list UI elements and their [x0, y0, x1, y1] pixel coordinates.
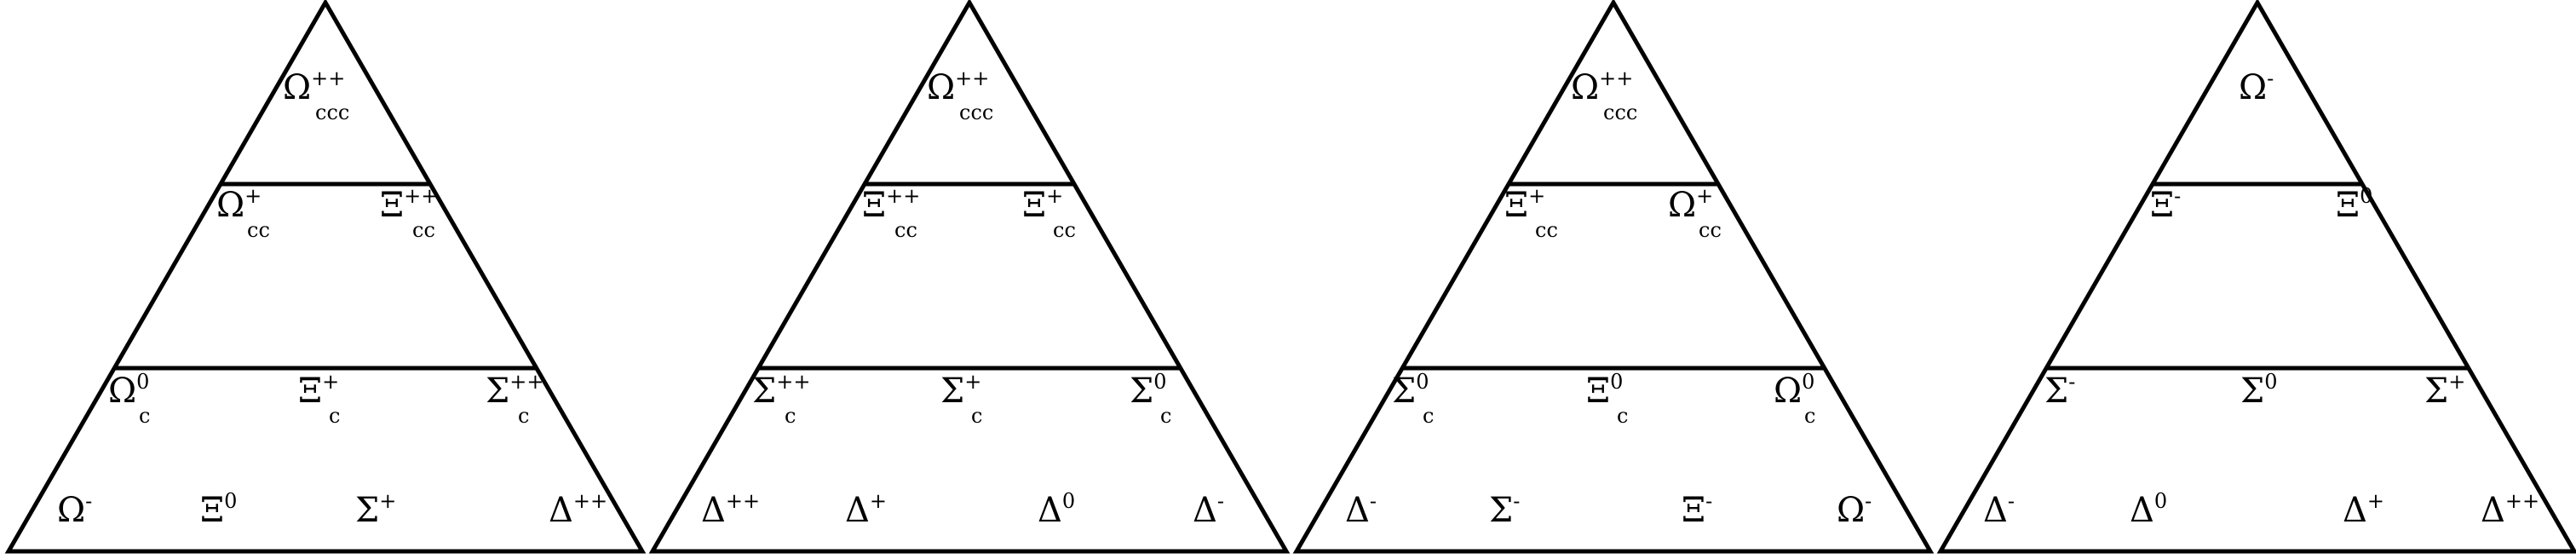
particle-label	[701, 489, 760, 530]
particle-label	[1489, 489, 1520, 530]
charge-superscript: 0	[2264, 370, 2278, 394]
particle-label	[2343, 489, 2384, 530]
charge-superscript: -	[2267, 66, 2274, 90]
charge-superscript: +	[869, 489, 887, 513]
particle-symbol: Ω	[283, 68, 312, 107]
particle-label	[2130, 489, 2167, 530]
charm-subscript: cc	[1053, 218, 1076, 242]
particle-symbol: Ξ	[1022, 186, 1047, 225]
particle-symbol: Σ	[752, 372, 777, 411]
particle-symbol: Ξ	[380, 186, 405, 225]
particle-symbol: Ω	[1774, 372, 1803, 411]
charge-superscript: ++	[572, 489, 608, 513]
particle-symbol: Σ	[1392, 372, 1417, 411]
particle-label	[2239, 66, 2274, 107]
charm-subscript: c	[1423, 404, 1435, 428]
particle-symbol: Ω	[927, 68, 956, 107]
particle-symbol: Δ	[2130, 491, 2154, 530]
charge-superscript: 0	[1153, 370, 1167, 394]
particle-label	[1345, 489, 1377, 530]
particle-label	[549, 489, 607, 530]
particle-symbol: Ω	[1668, 186, 1697, 225]
charge-superscript: -	[1865, 489, 1872, 513]
particle-symbol: Δ	[701, 491, 726, 530]
charm-subscript: c	[1617, 404, 1629, 428]
charge-superscript: ++	[886, 184, 921, 208]
charm-subscript: c	[1160, 404, 1172, 428]
particle-symbol: Δ	[1193, 491, 1217, 530]
charge-superscript: ++	[955, 66, 990, 90]
charm-subscript: cc	[894, 218, 917, 242]
particle-label	[2150, 184, 2181, 225]
particle-symbol: Δ	[1983, 491, 2008, 530]
charge-superscript: -	[1705, 489, 1713, 513]
charm-subscript: ccc	[315, 101, 350, 124]
particle-label	[1983, 489, 2015, 530]
particle-label	[2044, 370, 2075, 411]
charm-subscript: cc	[247, 218, 270, 242]
particle-symbol: Σ	[1130, 372, 1154, 411]
particle-symbol: Δ	[845, 491, 870, 530]
charge-superscript: ++	[725, 489, 761, 513]
charge-superscript: +	[964, 370, 982, 394]
charge-superscript: 0	[1416, 370, 1429, 394]
charge-superscript: ++	[404, 184, 439, 208]
charge-superscript: +	[379, 489, 397, 513]
charge-superscript: 0	[1802, 370, 1815, 394]
particle-symbol: Ω	[216, 186, 245, 225]
particle-label	[2240, 370, 2278, 411]
particle-symbol: Δ	[2343, 491, 2367, 530]
charm-subscript: c	[1804, 404, 1816, 428]
particle-label	[1038, 489, 1075, 530]
particle-label	[752, 370, 811, 411]
charge-superscript: +	[2366, 489, 2384, 513]
charge-superscript: 0	[1610, 370, 1624, 394]
triangle-1	[9, 3, 642, 551]
particle-label	[1682, 489, 1712, 530]
particle-label	[1193, 489, 1224, 530]
particle-symbol: Ξ	[2336, 186, 2360, 225]
charge-superscript: +	[1528, 184, 1546, 208]
particle-label	[845, 489, 887, 530]
particle-symbol: Ω	[2239, 68, 2268, 107]
charm-subscript: cc	[1535, 218, 1558, 242]
charm-subscript: c	[971, 404, 983, 428]
particle-label	[57, 489, 92, 530]
charge-superscript: 0	[1061, 489, 1076, 513]
triangle-2	[653, 3, 1286, 551]
charge-superscript: +	[1696, 184, 1714, 208]
particle-symbol: Ω	[57, 491, 86, 530]
charge-superscript: -	[1216, 489, 1224, 513]
charm-subscript: c	[518, 404, 530, 428]
charm-subscript: ccc	[1603, 101, 1638, 124]
particle-symbol: Σ	[1489, 491, 1514, 530]
particle-label	[2336, 184, 2372, 225]
particle-symbol: Δ	[1038, 491, 1062, 530]
particle-symbol: Ξ	[862, 186, 887, 225]
charm-subscript: c	[139, 404, 151, 428]
charm-subscript: ccc	[959, 101, 994, 124]
particle-symbol: Δ	[2481, 491, 2505, 530]
particle-symbol: Ξ	[200, 491, 225, 530]
charge-superscript: -	[2068, 370, 2076, 394]
particle-symbol: Σ	[2240, 372, 2265, 411]
charm-subscript: cc	[1699, 218, 1722, 242]
particle-symbol: Δ	[1345, 491, 1370, 530]
triangle-3	[1297, 3, 1930, 551]
charge-superscript: -	[85, 489, 93, 513]
particle-symbol: Ξ	[1682, 491, 1706, 530]
charge-superscript: ++	[776, 370, 811, 394]
particle-symbol: Σ	[2424, 372, 2449, 411]
charm-subscript: c	[329, 404, 341, 428]
particle-symbol: Ξ	[2150, 186, 2175, 225]
particle-symbol: Ω	[1837, 491, 1866, 530]
charge-superscript: ++	[1599, 66, 1634, 90]
charge-superscript: -	[2174, 184, 2182, 208]
particle-label	[486, 370, 544, 411]
charge-superscript: 0	[2360, 184, 2373, 208]
particle-symbol: Ξ	[1586, 372, 1611, 411]
charge-superscript: -	[1513, 489, 1521, 513]
triangle-4	[1941, 3, 2574, 551]
particle-label	[355, 489, 396, 530]
charge-superscript: -	[1369, 489, 1377, 513]
particle-symbol: Δ	[549, 491, 573, 530]
particle-symbol: Σ	[355, 491, 380, 530]
particle-symbol: Σ	[486, 372, 510, 411]
charge-superscript: +	[2448, 370, 2466, 394]
charge-superscript: +	[244, 184, 262, 208]
charge-superscript: -	[2007, 489, 2015, 513]
charge-superscript: ++	[509, 370, 544, 394]
particle-label	[2481, 489, 2539, 530]
charge-superscript: ++	[311, 66, 346, 90]
charm-subscript: cc	[412, 218, 435, 242]
charge-superscript: +	[1046, 184, 1064, 208]
charge-superscript: 0	[136, 370, 150, 394]
particle-symbol: Σ	[2044, 372, 2069, 411]
charm-subscript: c	[785, 404, 796, 428]
particle-label	[2424, 370, 2465, 411]
particle-symbol: Ξ	[298, 372, 323, 411]
charge-superscript: +	[322, 370, 340, 394]
particle-symbol: Ξ	[1504, 186, 1529, 225]
particle-symbol: Σ	[940, 372, 965, 411]
particle-symbol: Ω	[1571, 68, 1600, 107]
particle-symbol: Ω	[108, 372, 137, 411]
charge-superscript: 0	[224, 489, 238, 513]
particle-label	[1837, 489, 1872, 530]
charge-superscript: ++	[2504, 489, 2540, 513]
particle-label	[200, 489, 237, 530]
charge-superscript: 0	[2153, 489, 2168, 513]
